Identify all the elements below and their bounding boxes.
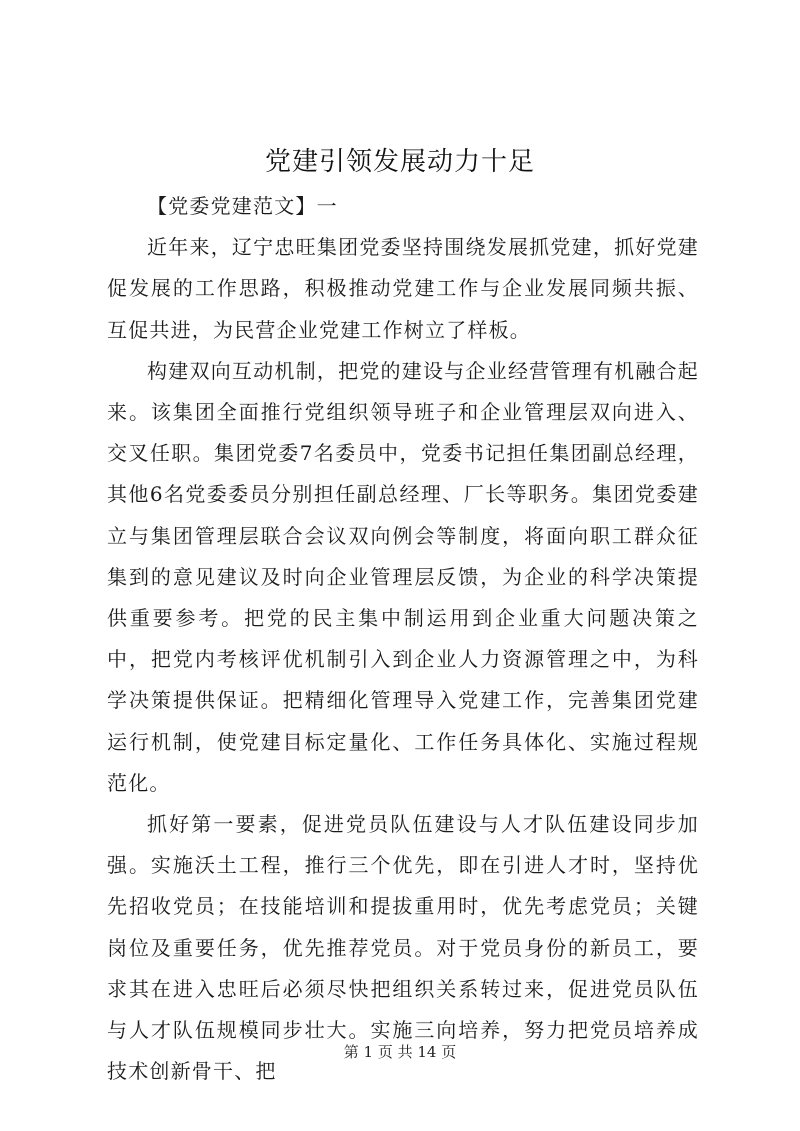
document-title: 党建引领发展动力十足 [264,147,535,177]
page-footer: 第 1 页 共 14 页 [343,1043,457,1061]
paragraph-talent: 抓好第一要素，促进党员队伍建设与人才队伍建设同步加强。实施沃土工程，推行三个优先，即在引进人才时，坚持优先招收党员；在技能培训和提拔重用时，优先考虑党员；关键岗位及重要任务，优先推荐党员。对于党员身份的新员工，要求其在进入忠旺后必须尽快把组织关系转过来，促进党员队伍与人才队伍规模同步壮大。实施三向培养，努力把党员培养成技术创新骨干、把 [107,812,699,1084]
paragraph-category: 【党委党建范文】一 [147,194,338,218]
document-body [107,186,699,1092]
paragraph-mechanism: 构建双向互动机制，把党的建设与企业经营管理有机融合起来。该集团全面推行党组织领导班子和企业管理层双向进入、交叉任职。集团党委7名委员中，党委书记担任集团副总经理，其他6名党委委员分别担任副总经理、厂长等职务。集团党委建立与集团管理层联合会议双向例会等制度，将面向职工群众征集到的意见建议及时向企业管理层反馈，为企业的科学决策提供重要参考。把党的民主集中制运用到企业重大问题决策之中，把党内考核评优机制引入到企业人力资源管理之中，为科学决策提供保证。把精细化管理导入党建工作，完善集团党建运行机制，使党建目标定量化、工作任务具体化、实施过程规范化。 [107,358,699,795]
paragraph-intro: 近年来，辽宁忠旺集团党委坚持围绕发展抓党建，抓好党建促发展的工作思路，积极推动党建工作与企业发展同频共振、互促共进，为民营企业党建工作树立了样板。 [107,235,699,342]
